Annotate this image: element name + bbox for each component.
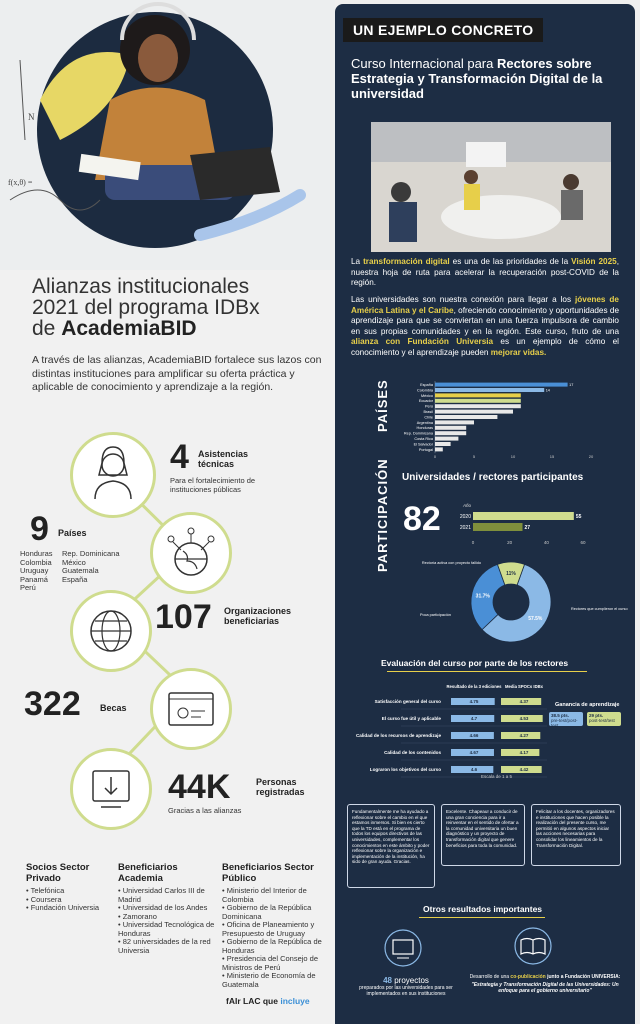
tick-label: España (420, 383, 433, 387)
tick-label: México (420, 393, 433, 398)
paises-label: Países (58, 528, 87, 538)
univ-title: Universidades / rectores participantes (402, 472, 584, 483)
asistencias-label: Asistencias técnicas (198, 449, 249, 469)
paises-list-1 (20, 550, 53, 593)
data-label: 55 (575, 514, 582, 520)
asistencias-num: 4 (170, 438, 189, 476)
list-item: • Fundación Universia (26, 904, 116, 913)
text-run: , nuestra hoja de ruta para acelerar la recuperación post-COVID de la región. (351, 257, 619, 287)
organizaciones-num: 107 (155, 598, 212, 636)
bar (473, 523, 523, 531)
participacion-axis-title: PARTICIPACIÓN (375, 458, 390, 572)
projects-num: 48 (383, 976, 392, 985)
country: Colombia (20, 557, 52, 567)
bar (435, 447, 443, 451)
country: Rep. Dominicana (62, 549, 120, 558)
country: Uruguay (20, 566, 49, 575)
list-item: • Ministerio de Economía de Guatemala (222, 972, 330, 989)
list-item: • Universidad Tecnológica de Honduras (118, 921, 218, 938)
value-label: 4.27 (519, 733, 529, 739)
bar (435, 420, 474, 424)
col-list (118, 887, 218, 955)
title-part: Rectores sobre Estrategia y Transformación Digital de la universidad (351, 56, 603, 101)
text-run: Las universidades son nuestra conexión para llegar a los (351, 295, 575, 304)
list-item: • Ministerio del Interior de Colombia (222, 887, 330, 904)
list-item: • Coursera (26, 896, 116, 905)
tick-label: Portugal (418, 447, 433, 452)
col-title: Socios Sector Privado (26, 862, 90, 884)
quote-box-3: Felicitar a los docentes, organizadores e instituciones que hacen posible la realización del presente curso, me permitió en algunos aspectos iniciar las acciones necesarias para consolidar los lineamientos de la Transformación Digital. (531, 804, 621, 866)
download-icon (70, 748, 152, 830)
countries-bar-chart (391, 378, 601, 468)
value-label: 4.66 (469, 733, 479, 739)
fairlac-part: fAIr LAC (226, 996, 263, 1006)
value-label: 4.17 (519, 750, 529, 756)
title-brand: AcademiaBID (61, 317, 197, 340)
row-label: Satisfacción general del curso (374, 699, 441, 704)
tick-label: 2020 (459, 514, 471, 520)
tick-label: 15 (549, 454, 555, 460)
asistencias-sub: Para el fortalecimiento de instituciones públicas (170, 476, 256, 494)
list-item: • Gobierno de la República Dominicana (222, 904, 330, 921)
globe-network-icon (150, 512, 232, 594)
data-label: 14 (545, 388, 550, 393)
text-run: , ofreciendo conocimiento y oportunidades de aprendizaje para que se conviertan en una fuerza impulsora de cambio en sus propias comunidades y en la región. Este curso, fruto de una (351, 305, 619, 336)
tick-label: Perú (424, 404, 433, 409)
list-item: • Telefónica (26, 887, 116, 896)
tick-label: El Salvador (413, 442, 433, 447)
col-title: Beneficiarios Sector Público (222, 862, 314, 884)
tick-label: Chile (424, 415, 433, 420)
fairlac-part: incluye (280, 996, 310, 1006)
text-run: transformación digital (363, 257, 450, 266)
list-item: • Presidencia del Consejo de Ministros de Perú (222, 955, 330, 972)
eval-title: Evaluación del curso por parte de los rectores (381, 658, 569, 668)
title-part: Curso Internacional para (351, 56, 497, 71)
list-item: • 82 universidades de la red Universia (118, 938, 218, 955)
badge-sub: post-test/test (589, 718, 615, 723)
tick-label: Honduras (416, 426, 433, 431)
year-bar-chart (453, 500, 593, 550)
tick-label: 0 (433, 454, 437, 460)
value-label: 4.67 (469, 750, 479, 756)
title-line-2: 2021 del programa IDBx (32, 296, 260, 319)
data-label: 27 (524, 525, 531, 531)
paises-list-2 (62, 550, 120, 584)
row-label: Lograron los objetivos del curso (369, 767, 441, 772)
ejemplo-title (351, 56, 621, 101)
row-label: Calidad de los recursos de aprendizaje (355, 733, 441, 738)
projects-label: proyectos (394, 976, 429, 985)
list-item: • Universidad de los Andes (118, 904, 218, 913)
column-header: Media SPOCs IDBx (505, 684, 543, 689)
personas-sub: Gracias a las alianzas (168, 806, 242, 815)
bar (435, 410, 513, 414)
tick-label: 20 (507, 540, 513, 545)
organizaciones-label: Organizaciones beneficiarias (224, 606, 292, 626)
text-run: es un ejemplo de cómo el conocimiento y el aprendizaje pueden (351, 337, 619, 357)
text-run: alianza con Fundación Universia (351, 337, 494, 346)
bar (473, 512, 574, 520)
col-title: Beneficiarios Academia (118, 862, 178, 884)
evaluation-table (343, 676, 633, 786)
country: México (62, 557, 86, 567)
paragraph-2 (351, 295, 619, 358)
col-privado (26, 862, 116, 913)
text-run: Visión 2025 (571, 257, 617, 266)
value-label: 4.75 (469, 699, 479, 705)
becas-num: 322 (24, 685, 81, 723)
tick-label: 5 (472, 454, 476, 460)
value-label: 4.42 (519, 767, 529, 773)
text-run: co-publicación (510, 974, 546, 980)
tick-label: 60 (580, 540, 586, 545)
title-prefix: de (32, 317, 62, 340)
list-item: • Zamorano (118, 913, 218, 922)
copublication-stat (465, 974, 625, 994)
value-label: 4.37 (519, 699, 529, 705)
tick-label: Ecuador (418, 399, 433, 404)
country: Guatemala (62, 566, 99, 575)
bar (435, 383, 568, 387)
country: Perú (20, 583, 36, 592)
quote-box-1: Fundamentalmente me ha ayudado a reflexionar sobre el cambio en el que estamos inmersos. Si bien es cierto que la TD está en el programa de todos los equipos directivos de las universidades, complementar los conocimientos en este ámbito y poder reflexionar sobre la organización e implementación de la institución, ha sido de gran ayuda. Gracias. (347, 804, 435, 888)
bar (435, 404, 521, 408)
projects-stat (359, 976, 453, 997)
tick-label: Rep. Dominicana (403, 431, 433, 436)
otros-underline (419, 917, 545, 918)
col-list (26, 887, 116, 913)
tick-label: Costa Rica (414, 437, 433, 441)
col-academia (118, 862, 218, 955)
ejemplo-header: UN EJEMPLO CONCRETO (343, 18, 543, 42)
category-axis-label: Año (462, 503, 471, 508)
text-run: jóvenes de América Latina y el Caribe (351, 295, 619, 315)
ganancia-badge-2 (587, 712, 621, 726)
slice-label: Rectoría activa con proyecto fallido (421, 561, 481, 565)
text-run: es una de las prioridades de la (449, 257, 572, 266)
svg-text:f(x,θ) =: f(x,θ) = (8, 178, 33, 187)
bar (435, 399, 521, 403)
value-label: 4.7 (470, 716, 478, 722)
text-run: mejorar vidas. (490, 347, 547, 357)
projects-sub: preparados por las universidades para ser implementados en sus instituciones (359, 985, 453, 997)
title-line-1: Alianzas institucionales (32, 275, 250, 298)
col-list (222, 887, 330, 989)
bar (435, 442, 451, 446)
value-label: 4.53 (519, 716, 529, 722)
tick-label: 20 (588, 454, 594, 460)
row-label: Calidad de los contenidos (384, 750, 441, 755)
paises-num: 9 (30, 510, 49, 548)
list-item: • Universidad Carlos III de Madrid (118, 887, 218, 904)
bar (435, 437, 458, 441)
fairlac-part: que (262, 996, 281, 1006)
slice-value-label: 57.5% (528, 615, 543, 622)
tick-label: 0 (471, 540, 475, 545)
tick-label: Colombia (416, 388, 433, 393)
col-publico (222, 862, 330, 989)
country: Panamá (20, 574, 48, 584)
intro-text: A través de las alianzas, AcademiaBID fortalece sus lazos con distintas instituciones para amplificar su oferta práctica y aplicable de conocimiento y aprendizaje a la región. (32, 354, 322, 393)
tick-label: 2021 (459, 525, 471, 531)
badge-value: 29 pts. (589, 713, 604, 718)
becas-label: Becas (100, 703, 127, 713)
column-header: Resultado de la 3 ediciones (446, 684, 502, 689)
univ-num: 82 (403, 500, 441, 538)
copublication-title: "Estrategia y Transformación Digital de las Universidades: Un enfoque para el gobierno universitario" (471, 982, 619, 994)
country: Honduras (20, 549, 53, 558)
badge-value: 38.5 pts. (551, 713, 570, 718)
text-run: La (351, 257, 364, 266)
row-label: El curso fue útil y aplicable (381, 716, 441, 721)
paragraph-1 (351, 257, 619, 289)
data-label: 17 (569, 383, 574, 387)
certificate-icon (150, 668, 232, 750)
slice-label: Rectores que cumplieron el curso (571, 607, 628, 611)
classroom-photo (371, 122, 611, 252)
participation-pie-chart (401, 552, 628, 648)
hero-illustration (0, 0, 335, 270)
text-run: junto a Fundación UNIVERSIA: (545, 974, 621, 980)
ganancia-title: Ganancia de aprendizaje (555, 702, 620, 708)
publication-icon (511, 926, 555, 966)
value-label: 4.6 (470, 767, 478, 773)
globe-icon (70, 590, 152, 672)
projects-icon (381, 928, 425, 968)
text-run: Desarrollo de una (469, 974, 511, 980)
slice-value-label: 11% (506, 571, 516, 577)
country: España (62, 574, 88, 584)
svg-text:N: N (28, 112, 35, 122)
badge-sub: pre-test/post-test (551, 718, 578, 728)
person-icon (70, 432, 156, 518)
tick-label: Brasil (423, 410, 433, 414)
personas-label: Personas registradas (256, 777, 305, 797)
list-item: • Oficina de Planeamiento y Presupuesto de Uruguay (222, 921, 330, 938)
tick-label: 40 (543, 540, 549, 545)
right-panel (335, 4, 635, 1024)
bar (435, 388, 544, 392)
tick-label: Argentina (416, 420, 433, 425)
bar (435, 431, 466, 435)
slice-label: Poca participación (419, 613, 451, 617)
list-item: • Gobierno de la República de Honduras (222, 938, 330, 955)
bar (435, 415, 497, 419)
paises-axis-title: PAÍSES (375, 379, 390, 432)
bar (435, 393, 521, 397)
fairlac-logo (226, 996, 310, 1006)
eval-underline (387, 671, 587, 672)
tick-label: 10 (510, 454, 516, 460)
eval-footnote: Escala de 1 a 5 (481, 774, 513, 779)
ganancia-badge-1 (549, 712, 583, 726)
otros-title: Otros resultados importantes (423, 904, 543, 914)
slice-value-label: 31.7% (475, 593, 490, 600)
page-title (32, 276, 332, 339)
bar (435, 426, 466, 430)
personas-num: 44K (168, 768, 231, 806)
quote-box-2: Excelente. Chapeau! a conducir de una gran conciencia para ir a reinventar en el sentido de ofertar a la comunidad universitaria un buen diagnóstico y un proyecto de transformación digital que genere beneficios para toda la comunidad. (441, 804, 525, 866)
